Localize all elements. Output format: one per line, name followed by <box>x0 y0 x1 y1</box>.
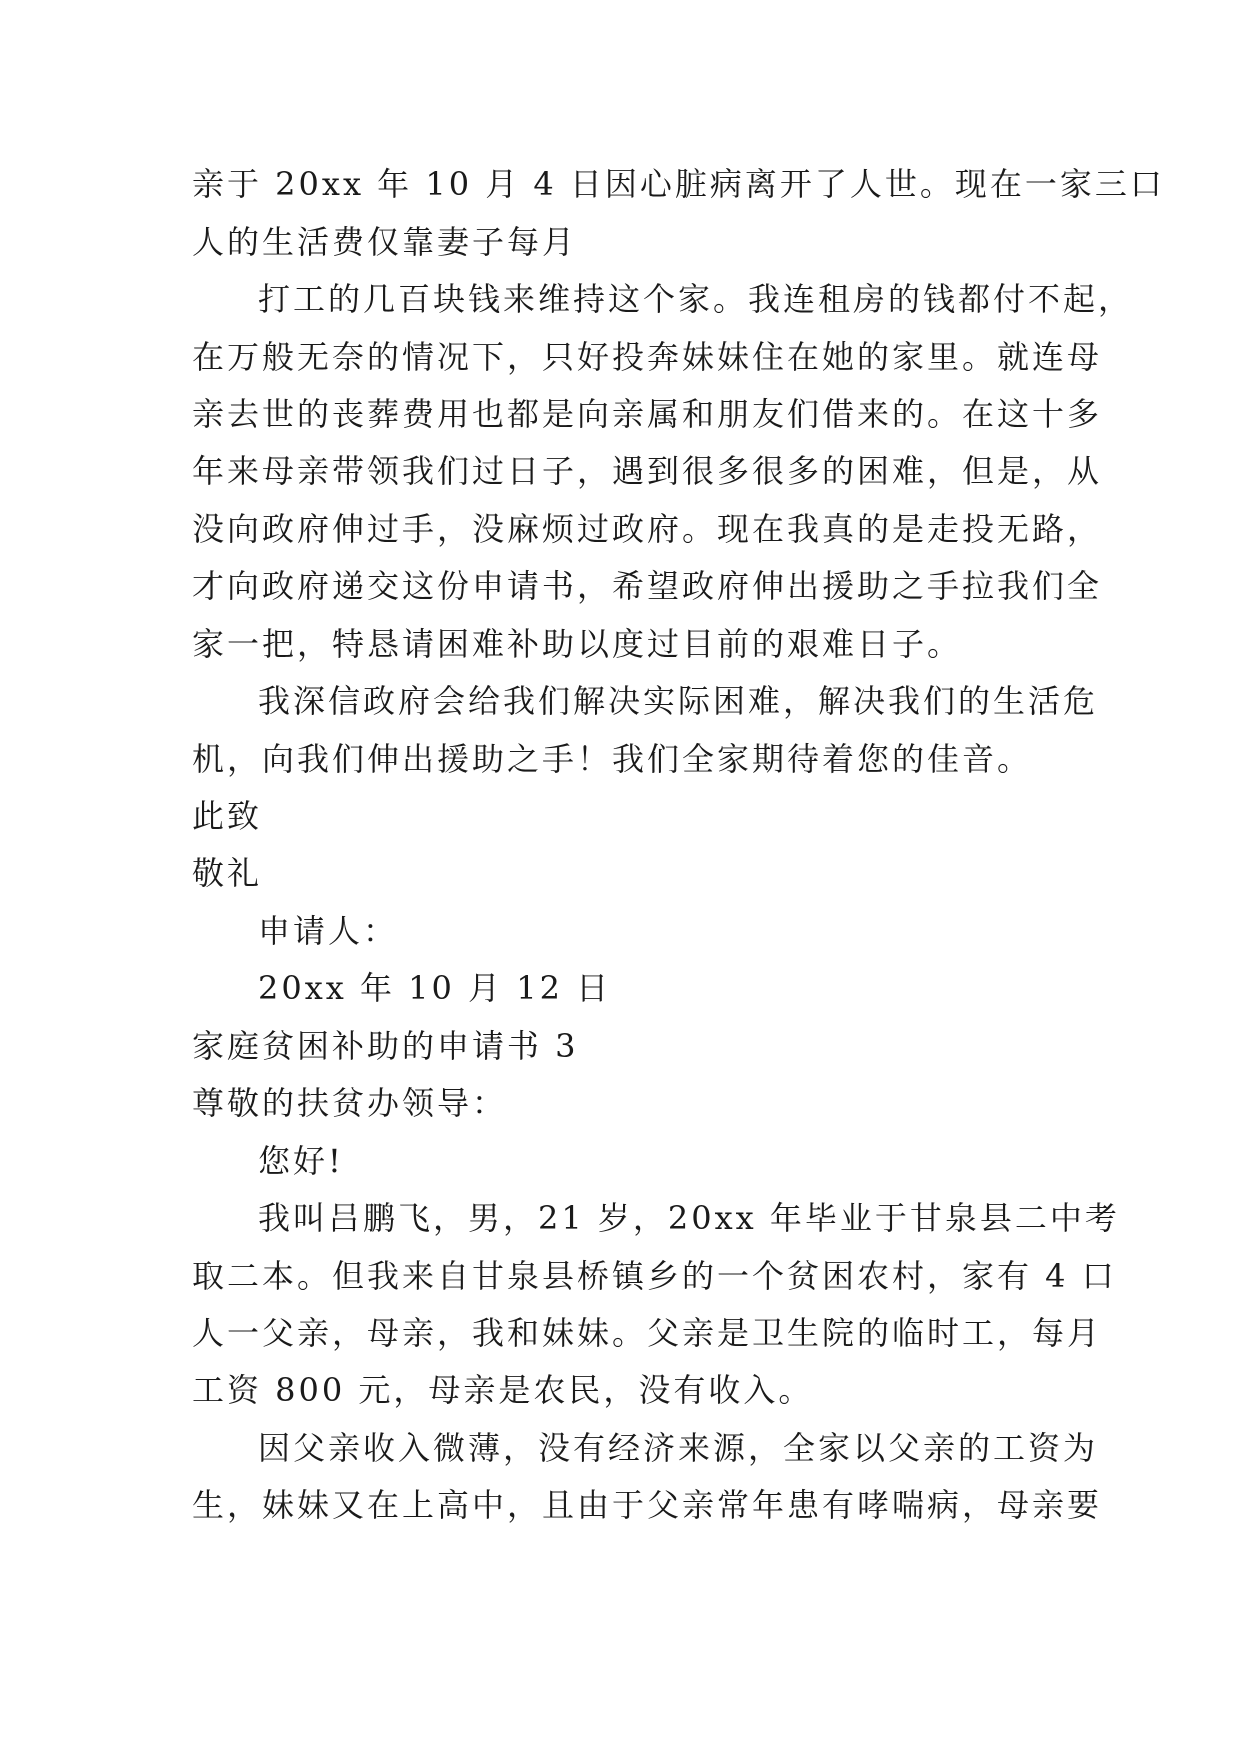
paragraph-line: 工资 800 元，母亲是农民，没有收入。 <box>192 1371 814 1409</box>
signature-date: 20xx 年 10 月 12 日 <box>258 969 612 1007</box>
paragraph-line: 人的生活费仅靠妻子每月 <box>192 223 578 261</box>
paragraph-line: 没向政府伸过手，没麻烦过政府。现在我真的是走投无路， <box>192 510 1103 548</box>
paragraph-line: 打工的几百块钱来维持这个家。我连租房的钱都付不起， <box>258 280 1134 318</box>
paragraph-line: 机，向我们伸出援助之手！我们全家期待着您的佳音。 <box>192 740 1033 778</box>
paragraph-line: 因父亲收入微薄，没有经济来源，全家以父亲的工资为 <box>258 1429 1099 1467</box>
greeting: 您好! <box>258 1142 344 1180</box>
paragraph-line: 家一把，特恳请困难补助以度过目前的艰难日子。 <box>192 625 963 663</box>
applicant-label: 申请人： <box>258 912 399 950</box>
paragraph-line: 生，妹妹又在上高中，且由于父亲常年患有哮喘病，母亲要 <box>192 1486 1103 1524</box>
paragraph-line: 亲于 20xx 年 10 月 4 日因心脏病离开了人世。现在一家三口 <box>192 165 1165 203</box>
paragraph-line: 年来母亲带领我们过日子，遇到很多很多的困难，但是，从 <box>192 452 1103 490</box>
paragraph-line: 取二本。但我来自甘泉县桥镇乡的一个贫困农村，家有 4 口 <box>192 1257 1117 1295</box>
letter-addressee: 尊敬的扶贫办领导： <box>192 1084 508 1122</box>
paragraph-line: 人一父亲，母亲，我和妹妹。父亲是卫生院的临时工，每月 <box>192 1314 1103 1352</box>
closing-regards: 敬礼 <box>192 854 263 892</box>
paragraph-line: 亲去世的丧葬费用也都是向亲属和朋友们借来的。在这十多 <box>192 395 1103 433</box>
paragraph-line: 在万般无奈的情况下，只好投奔妹妹住在她的家里。就连母 <box>192 338 1103 376</box>
closing-salutation: 此致 <box>192 797 263 835</box>
paragraph-line: 我叫吕鹏飞，男，21 岁，20xx 年毕业于甘泉县二中考 <box>258 1199 1120 1237</box>
paragraph-line: 我深信政府会给我们解决实际困难，解决我们的生活危 <box>258 682 1099 720</box>
section-title: 家庭贫困补助的申请书 3 <box>192 1027 579 1065</box>
paragraph-line: 才向政府递交这份申请书，希望政府伸出援助之手拉我们全 <box>192 567 1103 605</box>
